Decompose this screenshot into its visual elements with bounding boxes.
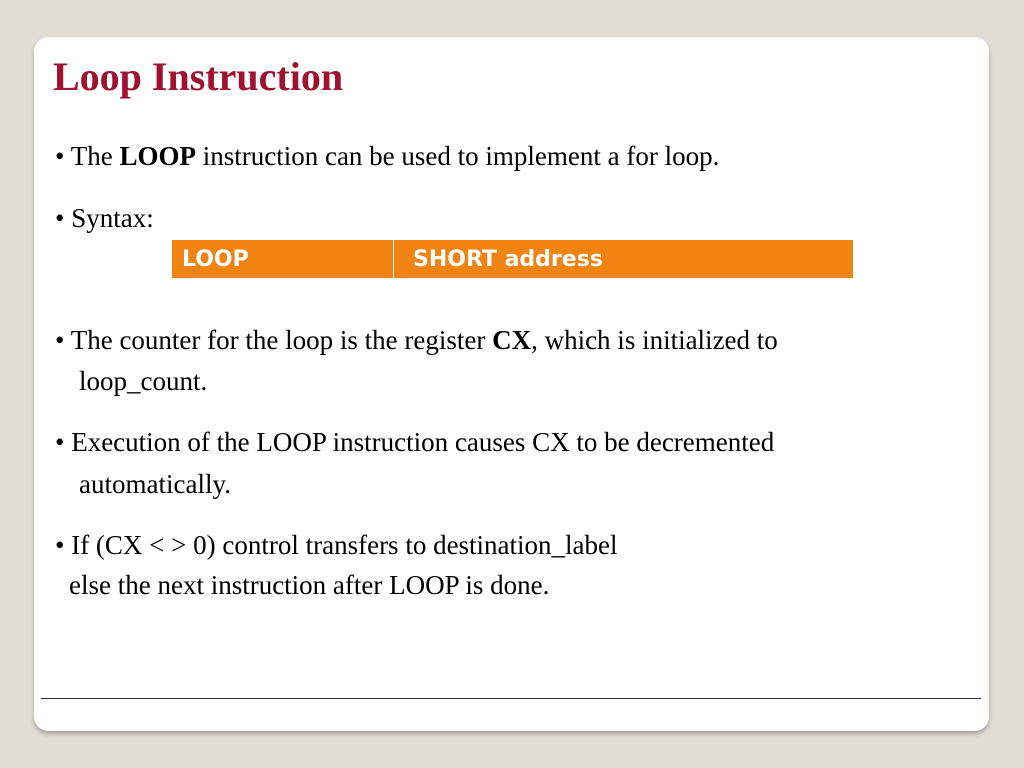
footer-divider <box>41 698 981 699</box>
bullet-loop-instruction <box>55 135 719 177</box>
bullet-counter <box>55 319 778 361</box>
bullet-1-keyword: LOOP <box>119 141 196 171</box>
bullet-execution-continuation: automatically. <box>79 469 231 499</box>
bullet-counter-continuation: loop_count. <box>79 366 208 396</box>
bullet-execution: • Execution of the LOOP instruction causes CX to be decremented <box>55 427 775 457</box>
syntax-table <box>172 240 853 278</box>
bullet-1-suffix: instruction can be used to implement a for loop. <box>195 141 720 171</box>
bullet-condition: • If (CX < > 0) control transfers to destination_label <box>55 530 618 560</box>
bullet-3-prefix: • The counter for the loop is the register <box>55 325 493 355</box>
slide-title: Loop Instruction <box>53 54 344 99</box>
bullet-condition-continuation: else the next instruction after LOOP is done. <box>69 570 550 600</box>
bullet-syntax: • Syntax: <box>55 203 154 233</box>
syntax-cell-mnemonic: LOOP <box>172 240 394 278</box>
bullet-3-suffix: , which is initialized to <box>531 325 778 355</box>
bullet-3-register: CX <box>492 325 532 355</box>
bullet-1-prefix: • The <box>55 141 120 171</box>
syntax-cell-operand: SHORT address <box>413 246 603 272</box>
